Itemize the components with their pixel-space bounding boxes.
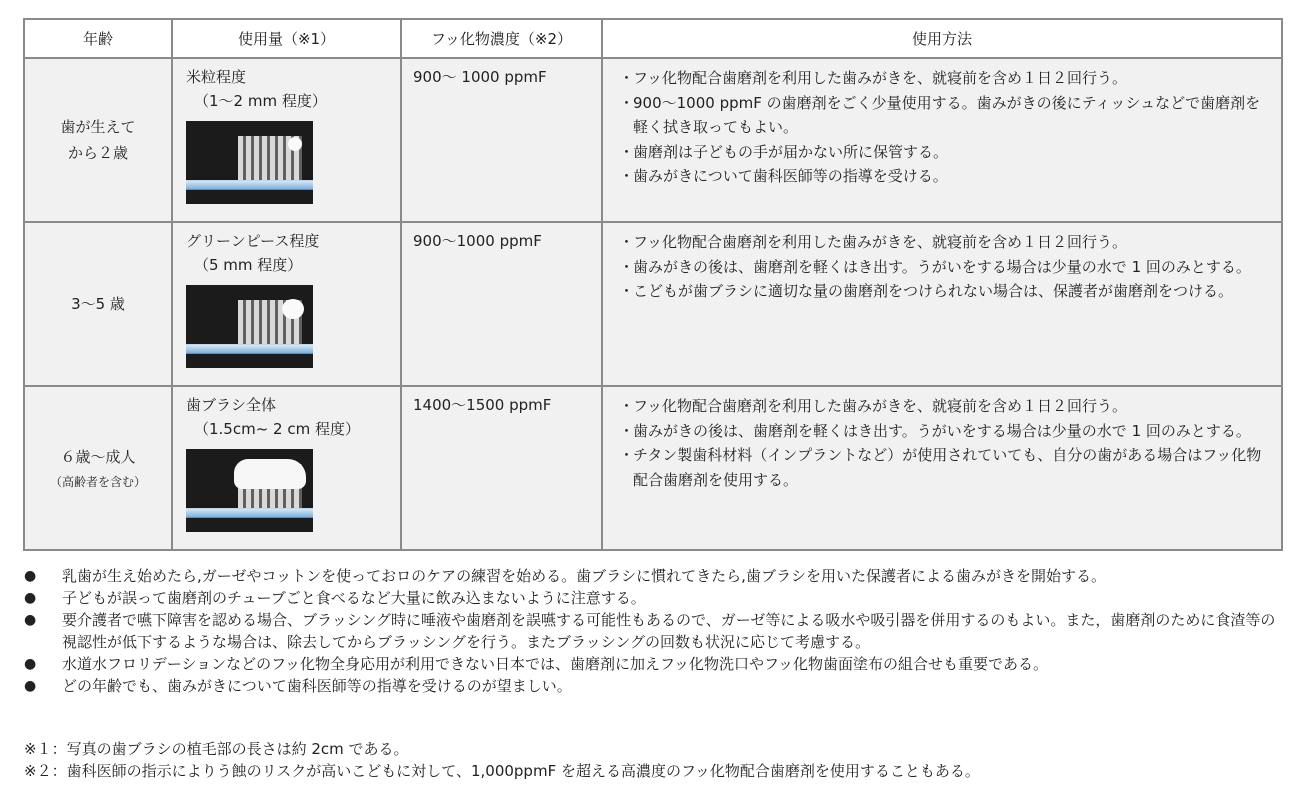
method-cell — [602, 222, 1282, 386]
age-label: 歯が生えて から２歳 — [60, 118, 136, 162]
notes-list — [24, 565, 1284, 697]
table-header-row — [24, 19, 1282, 58]
footnotes — [24, 738, 980, 782]
bullet-icon: ● — [24, 678, 37, 694]
note-item: ● 乳歯が生え始めたら,ガーゼやコットンを使っておロのケアの練習を始める。歯ブラシに慣れてきたら,歯ブラシを用いた保護者による歯みがきを開始する。 — [24, 567, 1106, 585]
age-note: （高齢者を含む） — [49, 475, 146, 489]
method-item: ・ フッ化物配合歯磨剤を利用した歯みがきを、就寝前を含め１日２回行う。 — [619, 69, 1127, 87]
age-label: 3～5 歳 — [71, 295, 125, 313]
note-item: ● 要介護者で嚥下障害を認める場合、ブラッシング時に唾液や歯磨剤を誤嚥する可能性もあるので、ガーゼ等による吸水や吸引器を併用するのもよい。また，歯磨剤のために食渣等の視認性が低下するような場合は、除去してからブラッシングを行う。またブラッシングの回数も状況に応じて考慮する。 — [24, 611, 1276, 651]
age-cell — [24, 58, 172, 222]
amount-size: （1～2 mm 程度） — [194, 92, 327, 110]
header-concentration: フッ化物濃度（※2） — [401, 19, 602, 58]
toothbrush-full-head-photo — [186, 449, 313, 532]
bullet-icon: ● — [24, 590, 37, 606]
age-cell — [24, 386, 172, 550]
fluoride-usage-table — [23, 18, 1283, 551]
method-item: ・ チタン製歯科材料（インプラントなど）が使用されていても、自分の歯がある場合はフッ化物配合歯磨剤を使用する。 — [619, 446, 1262, 489]
method-item: ・ 歯みがきの後は、歯磨剤を軽くはき出す。うがいをする場合は少量の水で 1 回のみとする。 — [619, 421, 1251, 440]
amount-size: （5 mm 程度） — [194, 256, 303, 274]
age-cell — [24, 222, 172, 386]
table-row — [24, 386, 1282, 550]
amount-label: グリーンピース程度 — [186, 232, 320, 250]
amount-cell — [172, 386, 401, 550]
concentration-cell: 1400～1500 ppmF — [401, 386, 602, 550]
footnote-1: ※１：写真の歯ブラシの植毛部の長さは約 2cm である。 — [24, 740, 409, 758]
method-item: ・ 歯みがきについて歯科医師等の指導を受ける。 — [619, 167, 948, 185]
header-age: 年齢 — [24, 19, 172, 58]
method-item: ・ フッ化物配合歯磨剤を利用した歯みがきを、就寝前を含め１日２回行う。 — [619, 397, 1127, 415]
footnote-2: ※２：歯科医師の指示によりう蝕のリスクが高いこどもに対して、1,000ppmF を超える高濃度のフッ化物配合歯磨剤を使用することもある。 — [24, 762, 980, 780]
note-item: ● 子どもが誤って歯磨剤のチューブごと食べるなど大量に飲み込まないように注意する。 — [24, 589, 646, 607]
header-method: 使用方法 — [602, 19, 1282, 58]
amount-size: （1.5cm~ 2 cm 程度） — [194, 420, 360, 438]
method-cell — [602, 386, 1282, 550]
toothbrush-rice-grain-photo — [186, 121, 313, 204]
bullet-icon: ● — [24, 656, 37, 672]
table-row — [24, 58, 1282, 222]
method-item: ・ 歯みがきの後は、歯磨剤を軽くはき出す。うがいをする場合は少量の水で 1 回のみとする。 — [619, 257, 1251, 276]
amount-cell — [172, 222, 401, 386]
age-label: ６歳～成人 — [60, 448, 136, 466]
method-item: ・ こどもが歯ブラシに適切な量の歯磨剤をつけられない場合は、保護者が歯磨剤をつける。 — [619, 282, 1234, 300]
amount-label: 米粒程度 — [186, 68, 247, 86]
concentration-cell: 900～1000 ppmF — [401, 222, 602, 386]
amount-label: 歯ブラシ全体 — [186, 396, 277, 414]
method-item: ・ フッ化物配合歯磨剤を利用した歯みがきを、就寝前を含め１日２回行う。 — [619, 233, 1127, 251]
method-item: ・ 歯磨剤は子どもの手が届かない所に保管する。 — [619, 142, 949, 161]
toothbrush-green-pea-photo — [186, 285, 313, 368]
note-item: ● 水道水フロリデーションなどのフッ化物全身応用が利用できない日本では、歯磨剤に加えフッ化物洗口やフッ化物歯面塗布の組合せも重要である。 — [24, 655, 1048, 673]
method-cell — [602, 58, 1282, 222]
header-amount: 使用量（※1） — [172, 19, 401, 58]
bullet-icon: ● — [24, 568, 37, 584]
bullet-icon: ● — [24, 612, 37, 628]
amount-cell — [172, 58, 401, 222]
table-row — [24, 222, 1282, 386]
method-item: ・ 900～1000 ppmF の歯磨剤をごく少量使用する。歯みがきの後にティッシュなどで歯磨剤を軽く拭き取ってもよい。 — [619, 93, 1261, 136]
concentration-cell: 900～ 1000 ppmF — [401, 58, 602, 222]
note-item: ● どの年齢でも、歯みがきについて歯科医師等の指導を受けるのが望ましい。 — [24, 677, 572, 695]
